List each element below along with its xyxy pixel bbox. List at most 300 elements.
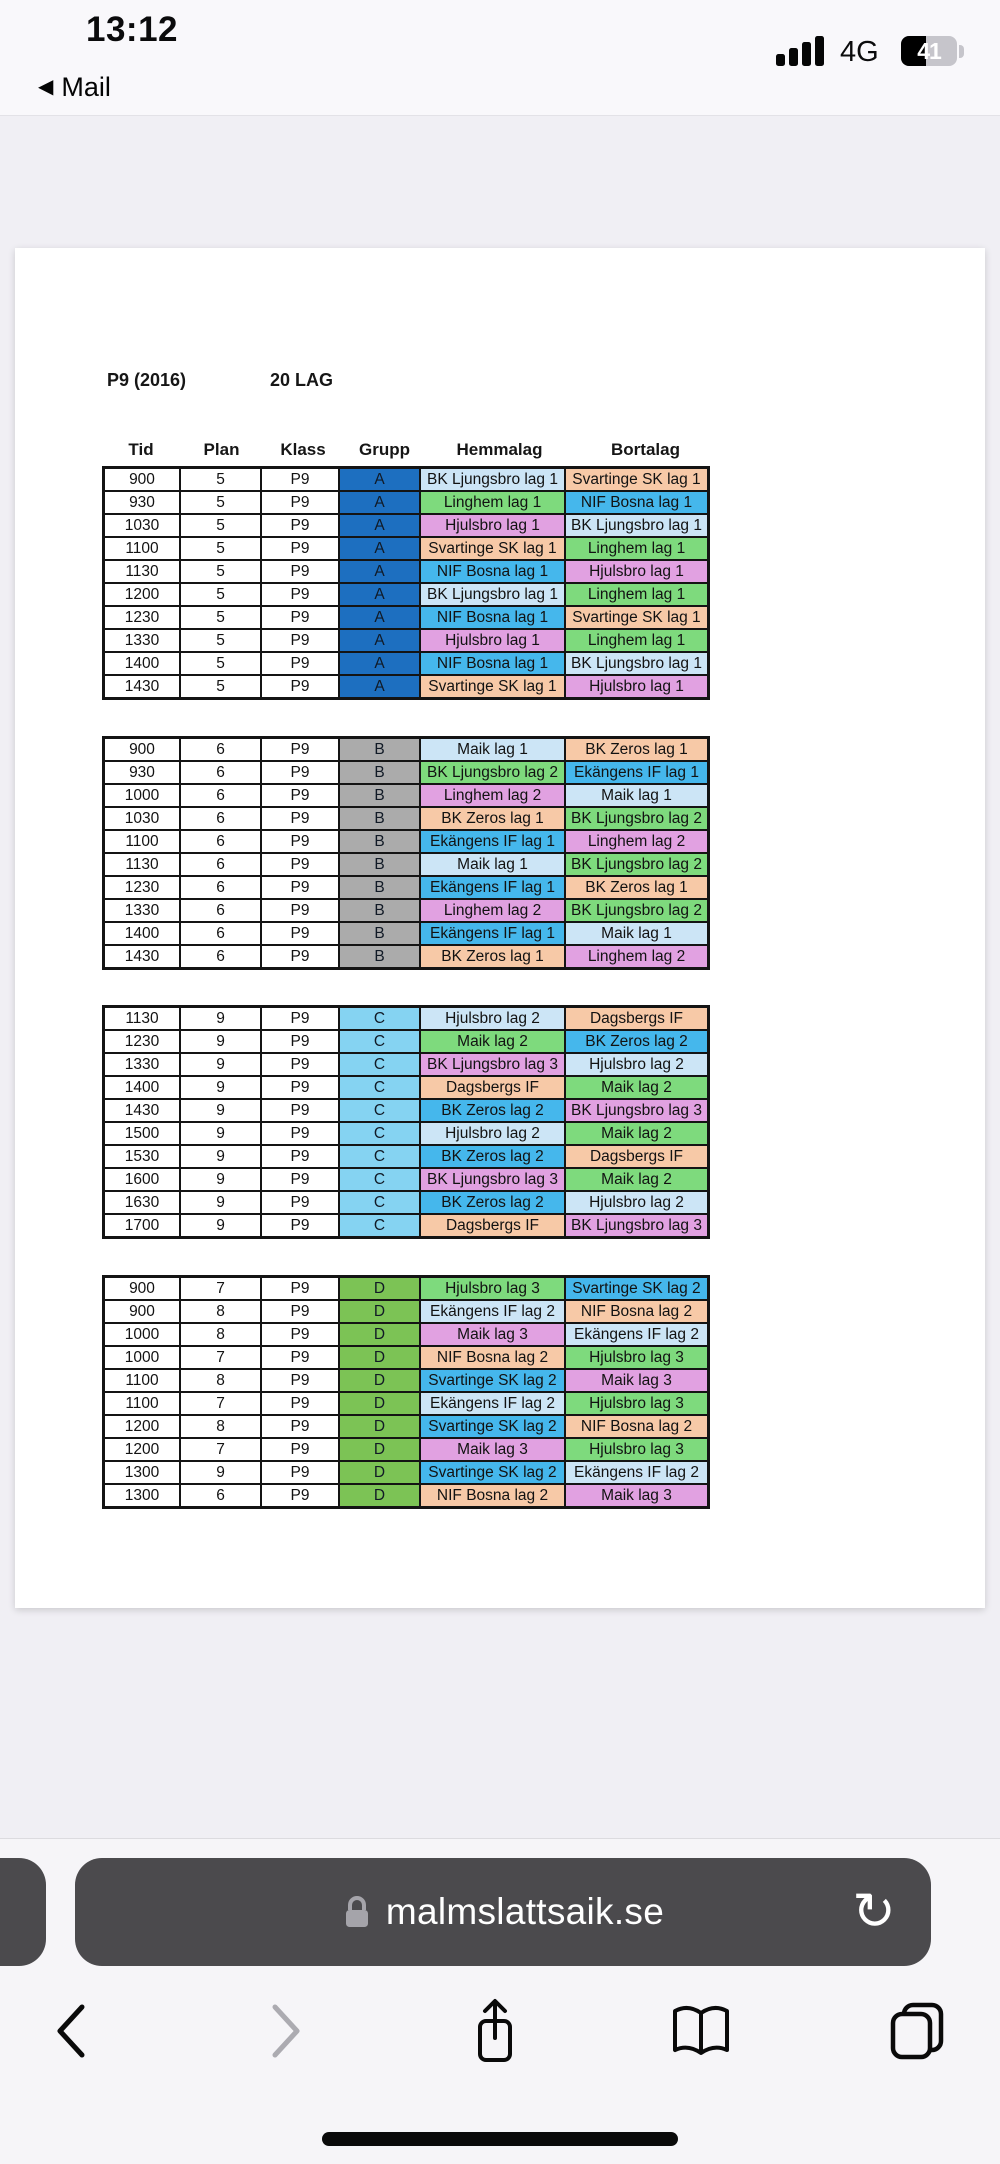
bookmarks-icon[interactable]	[670, 2004, 732, 2058]
plan-cell: 8	[180, 1369, 261, 1392]
tid-cell: 930	[104, 491, 181, 514]
grupp-cell: A	[339, 468, 420, 492]
klass-cell: P9	[261, 1369, 339, 1392]
back-to-mail-label: Mail	[61, 72, 111, 102]
plan-cell: 6	[180, 761, 261, 784]
table-row	[104, 1076, 709, 1099]
bortalag-cell: NIF Bosna lag 2	[565, 1415, 709, 1438]
grupp-cell: D	[339, 1277, 420, 1301]
klass-cell: P9	[261, 1191, 339, 1214]
plan-cell: 5	[180, 468, 261, 492]
battery-percent-label: 41	[917, 37, 941, 64]
table-row	[104, 1415, 709, 1438]
tid-cell: 1430	[104, 1099, 181, 1122]
plan-cell: 5	[180, 560, 261, 583]
bortalag-cell: Maik lag 1	[565, 784, 709, 807]
table-row	[104, 1346, 709, 1369]
klass-cell: P9	[261, 1461, 339, 1484]
tid-cell: 900	[104, 738, 181, 762]
plan-cell: 5	[180, 652, 261, 675]
tid-cell: 1130	[104, 560, 181, 583]
grupp-cell: A	[339, 514, 420, 537]
klass-cell: P9	[261, 1007, 339, 1031]
klass-cell: P9	[261, 807, 339, 830]
grupp-cell: B	[339, 853, 420, 876]
grupp-cell: C	[339, 1214, 420, 1238]
hemmalag-cell: Ekängens IF lag 1	[420, 830, 565, 853]
plan-cell: 6	[180, 853, 261, 876]
table-row	[104, 784, 709, 807]
table-row	[104, 652, 709, 675]
klass-cell: P9	[261, 1214, 339, 1238]
hemmalag-cell: BK Zeros lag 2	[420, 1099, 565, 1122]
tid-cell: 1200	[104, 1415, 181, 1438]
table-row	[104, 606, 709, 629]
grupp-cell: A	[339, 652, 420, 675]
tid-cell: 1130	[104, 1007, 181, 1031]
table-row	[104, 1392, 709, 1415]
plan-cell: 9	[180, 1122, 261, 1145]
grupp-cell: C	[339, 1145, 420, 1168]
bortalag-cell: BK Zeros lag 1	[565, 876, 709, 899]
bortalag-cell: NIF Bosna lag 2	[565, 1300, 709, 1323]
bortalag-cell: Ekängens IF lag 2	[565, 1461, 709, 1484]
grupp-cell: D	[339, 1323, 420, 1346]
klass-cell: P9	[261, 945, 339, 969]
plan-cell: 8	[180, 1323, 261, 1346]
klass-cell: P9	[261, 1122, 339, 1145]
klass-cell: P9	[261, 784, 339, 807]
bortalag-cell: Maik lag 1	[565, 922, 709, 945]
group-d-table-container	[102, 1275, 710, 1509]
bortalag-cell: Hjulsbro lag 3	[565, 1438, 709, 1461]
column-header-klass: Klass	[280, 440, 326, 459]
team-count-label: 20 LAG	[270, 370, 334, 390]
klass-cell: P9	[261, 1300, 339, 1323]
hemmalag-cell: Svartinge SK lag 2	[420, 1415, 565, 1438]
bortalag-cell: Linghem lag 1	[565, 629, 709, 652]
klass-cell: P9	[261, 606, 339, 629]
forward-icon[interactable]	[263, 2002, 309, 2060]
hemmalag-cell: NIF Bosna lag 1	[420, 652, 565, 675]
grupp-cell: D	[339, 1484, 420, 1508]
hemmalag-cell: Dagsbergs IF	[420, 1214, 565, 1238]
bortalag-cell: Hjulsbro lag 2	[565, 1053, 709, 1076]
plan-cell: 9	[180, 1214, 261, 1238]
grupp-cell: A	[339, 560, 420, 583]
plan-cell: 6	[180, 899, 261, 922]
tid-cell: 1230	[104, 876, 181, 899]
bortalag-cell: BK Ljungsbro lag 2	[565, 807, 709, 830]
hemmalag-cell: BK Ljungsbro lag 1	[420, 468, 565, 492]
tid-cell: 1330	[104, 1053, 181, 1076]
plan-cell: 7	[180, 1392, 261, 1415]
table-row	[104, 468, 709, 492]
table-row	[104, 1277, 709, 1301]
klass-cell: P9	[261, 1415, 339, 1438]
column-headers	[102, 440, 724, 460]
hemmalag-cell: Hjulsbro lag 1	[420, 514, 565, 537]
klass-cell: P9	[261, 1392, 339, 1415]
plan-cell: 5	[180, 514, 261, 537]
klass-cell: P9	[261, 537, 339, 560]
klass-cell: P9	[261, 1438, 339, 1461]
grupp-cell: D	[339, 1369, 420, 1392]
tid-cell: 1600	[104, 1168, 181, 1191]
klass-cell: P9	[261, 468, 339, 492]
plan-cell: 7	[180, 1346, 261, 1369]
klass-cell: P9	[261, 1053, 339, 1076]
battery-icon	[901, 36, 957, 66]
table-row	[104, 1438, 709, 1461]
plan-cell: 9	[180, 1145, 261, 1168]
grupp-cell: A	[339, 491, 420, 514]
hemmalag-cell: Svartinge SK lag 1	[420, 675, 565, 699]
klass-cell: P9	[261, 560, 339, 583]
tid-cell: 1430	[104, 945, 181, 969]
table-row	[104, 629, 709, 652]
table-row	[104, 853, 709, 876]
klass-cell: P9	[261, 899, 339, 922]
klass-cell: P9	[261, 1277, 339, 1301]
column-header-grupp: Grupp	[359, 440, 410, 459]
hemmalag-cell: Maik lag 2	[420, 1030, 565, 1053]
bortalag-cell: BK Ljungsbro lag 2	[565, 899, 709, 922]
klass-cell: P9	[261, 1030, 339, 1053]
bortalag-cell: Svartinge SK lag 1	[565, 468, 709, 492]
tid-cell: 900	[104, 1277, 181, 1301]
bortalag-cell: Linghem lag 2	[565, 945, 709, 969]
bortalag-cell: BK Ljungsbro lag 3	[565, 1214, 709, 1238]
status-bar	[0, 0, 1000, 116]
plan-cell: 9	[180, 1030, 261, 1053]
hemmalag-cell: Ekängens IF lag 2	[420, 1392, 565, 1415]
table-row	[104, 1145, 709, 1168]
table-row	[104, 675, 709, 699]
tid-cell: 1000	[104, 784, 181, 807]
tid-cell: 1630	[104, 1191, 181, 1214]
hemmalag-cell: BK Ljungsbro lag 3	[420, 1053, 565, 1076]
grupp-cell: B	[339, 784, 420, 807]
klass-cell: P9	[261, 675, 339, 699]
hemmalag-cell: Dagsbergs IF	[420, 1076, 565, 1099]
tid-cell: 1330	[104, 899, 181, 922]
tid-cell: 1300	[104, 1484, 181, 1508]
bortalag-cell: Svartinge SK lag 2	[565, 1277, 709, 1301]
bortalag-cell: Maik lag 3	[565, 1484, 709, 1508]
hemmalag-cell: BK Ljungsbro lag 3	[420, 1168, 565, 1191]
grupp-cell: C	[339, 1168, 420, 1191]
table-row	[104, 1168, 709, 1191]
grupp-cell: B	[339, 899, 420, 922]
klass-cell: P9	[261, 629, 339, 652]
tid-cell: 900	[104, 1300, 181, 1323]
hemmalag-cell: Linghem lag 2	[420, 899, 565, 922]
plan-cell: 9	[180, 1007, 261, 1031]
table-row	[104, 491, 709, 514]
group-b-table-container	[102, 736, 710, 970]
grupp-cell: B	[339, 807, 420, 830]
document-page	[15, 248, 985, 1608]
bortalag-cell: Linghem lag 1	[565, 583, 709, 606]
table-row	[104, 1323, 709, 1346]
bortalag-cell: BK Ljungsbro lag 2	[565, 853, 709, 876]
tid-cell: 1100	[104, 537, 181, 560]
tid-cell: 1200	[104, 1438, 181, 1461]
address-bar[interactable]	[75, 1858, 931, 1966]
plan-cell: 6	[180, 738, 261, 762]
share-icon[interactable]	[466, 1996, 524, 2066]
plan-cell: 6	[180, 807, 261, 830]
bortalag-cell: Ekängens IF lag 1	[565, 761, 709, 784]
bortalag-cell: BK Ljungsbro lag 1	[565, 514, 709, 537]
tid-cell: 930	[104, 761, 181, 784]
plan-cell: 7	[180, 1277, 261, 1301]
plan-cell: 6	[180, 922, 261, 945]
grupp-cell: B	[339, 761, 420, 784]
klass-cell: P9	[261, 1346, 339, 1369]
grupp-cell: D	[339, 1438, 420, 1461]
klass-cell: P9	[261, 853, 339, 876]
table-row	[104, 514, 709, 537]
grupp-cell: B	[339, 922, 420, 945]
hemmalag-cell: Ekängens IF lag 2	[420, 1300, 565, 1323]
tid-cell: 1000	[104, 1346, 181, 1369]
klass-cell: P9	[261, 1323, 339, 1346]
tid-cell: 1230	[104, 606, 181, 629]
table-row	[104, 1053, 709, 1076]
grupp-cell: D	[339, 1300, 420, 1323]
tid-cell: 1400	[104, 922, 181, 945]
grupp-cell: B	[339, 738, 420, 762]
schedule-table-group-d	[102, 1275, 710, 1509]
plan-cell: 5	[180, 675, 261, 699]
hemmalag-cell: BK Zeros lag 1	[420, 945, 565, 969]
klass-cell: P9	[261, 830, 339, 853]
tid-cell: 1130	[104, 853, 181, 876]
web-viewport	[0, 116, 1000, 1838]
table-row	[104, 1484, 709, 1508]
hemmalag-cell: Svartinge SK lag 1	[420, 537, 565, 560]
tid-cell: 1700	[104, 1214, 181, 1238]
table-row	[104, 830, 709, 853]
tid-cell: 1400	[104, 652, 181, 675]
klass-cell: P9	[261, 738, 339, 762]
plan-cell: 9	[180, 1461, 261, 1484]
grupp-cell: A	[339, 583, 420, 606]
klass-cell: P9	[261, 876, 339, 899]
bortalag-cell: Maik lag 2	[565, 1168, 709, 1191]
plan-cell: 8	[180, 1300, 261, 1323]
bortalag-cell: Hjulsbro lag 1	[565, 675, 709, 699]
plan-cell: 5	[180, 629, 261, 652]
bortalag-cell: Hjulsbro lag 3	[565, 1346, 709, 1369]
table-row	[104, 1122, 709, 1145]
tid-cell: 1530	[104, 1145, 181, 1168]
grupp-cell: A	[339, 537, 420, 560]
tid-cell: 1330	[104, 629, 181, 652]
tid-cell: 1500	[104, 1122, 181, 1145]
table-row	[104, 1099, 709, 1122]
grupp-cell: D	[339, 1415, 420, 1438]
hemmalag-cell: Hjulsbro lag 2	[420, 1122, 565, 1145]
tid-cell: 1100	[104, 1369, 181, 1392]
tid-cell: 1000	[104, 1323, 181, 1346]
grupp-cell: D	[339, 1461, 420, 1484]
grupp-cell: D	[339, 1346, 420, 1369]
reload-icon[interactable]: ↻	[852, 1883, 896, 1941]
grupp-cell: B	[339, 945, 420, 969]
hemmalag-cell: Linghem lag 1	[420, 491, 565, 514]
grupp-cell: D	[339, 1392, 420, 1415]
plan-cell: 7	[180, 1438, 261, 1461]
klass-cell: P9	[261, 583, 339, 606]
plan-cell: 6	[180, 830, 261, 853]
tid-cell: 1030	[104, 514, 181, 537]
hemmalag-cell: Hjulsbro lag 3	[420, 1277, 565, 1301]
clock: 13:12	[86, 10, 179, 49]
klass-cell: P9	[261, 1099, 339, 1122]
hemmalag-cell: Svartinge SK lag 2	[420, 1369, 565, 1392]
plan-cell: 9	[180, 1191, 261, 1214]
klass-cell: P9	[261, 514, 339, 537]
bortalag-cell: BK Zeros lag 2	[565, 1030, 709, 1053]
klass-cell: P9	[261, 761, 339, 784]
hemmalag-cell: Linghem lag 2	[420, 784, 565, 807]
hemmalag-cell: Svartinge SK lag 2	[420, 1461, 565, 1484]
bortalag-cell: Linghem lag 1	[565, 537, 709, 560]
table-row	[104, 945, 709, 969]
hemmalag-cell: Ekängens IF lag 1	[420, 876, 565, 899]
back-to-mail-link[interactable]	[38, 72, 111, 103]
plan-cell: 5	[180, 537, 261, 560]
table-row	[104, 1030, 709, 1053]
klass-cell: P9	[261, 922, 339, 945]
group-a-table-container	[102, 466, 710, 700]
previous-tab-peek[interactable]	[0, 1858, 46, 1966]
grupp-cell: C	[339, 1076, 420, 1099]
plan-cell: 6	[180, 1484, 261, 1508]
bortalag-cell: Hjulsbro lag 2	[565, 1191, 709, 1214]
bortalag-cell: NIF Bosna lag 1	[565, 491, 709, 514]
plan-cell: 9	[180, 1053, 261, 1076]
plan-cell: 9	[180, 1168, 261, 1191]
grupp-cell: C	[339, 1122, 420, 1145]
grupp-cell: C	[339, 1191, 420, 1214]
plan-cell: 6	[180, 876, 261, 899]
grupp-cell: C	[339, 1099, 420, 1122]
grupp-cell: A	[339, 675, 420, 699]
hemmalag-cell: Ekängens IF lag 1	[420, 922, 565, 945]
bortalag-cell: Dagsbergs IF	[565, 1007, 709, 1031]
hemmalag-cell: Maik lag 3	[420, 1438, 565, 1461]
hemmalag-cell: NIF Bosna lag 1	[420, 560, 565, 583]
grupp-cell: C	[339, 1030, 420, 1053]
table-row	[104, 899, 709, 922]
back-triangle-icon: ◀	[38, 76, 54, 98]
hemmalag-cell: BK Zeros lag 1	[420, 807, 565, 830]
page-title: P9 (2016)	[107, 370, 187, 390]
klass-cell: P9	[261, 652, 339, 675]
url-text: malmslattsaik.se	[385, 1891, 665, 1932]
bortalag-cell: Hjulsbro lag 1	[565, 560, 709, 583]
tid-cell: 900	[104, 468, 181, 492]
grupp-cell: C	[339, 1053, 420, 1076]
grupp-cell: B	[339, 830, 420, 853]
group-c-table-container	[102, 1005, 710, 1239]
bortalag-cell: Dagsbergs IF	[565, 1145, 709, 1168]
klass-cell: P9	[261, 1076, 339, 1099]
tid-cell: 1400	[104, 1076, 181, 1099]
klass-cell: P9	[261, 1168, 339, 1191]
column-header-plan: Plan	[203, 440, 240, 459]
table-row	[104, 738, 709, 762]
tabs-icon[interactable]	[888, 2000, 946, 2060]
klass-cell: P9	[261, 1484, 339, 1508]
plan-cell: 9	[180, 1076, 261, 1099]
hemmalag-cell: Hjulsbro lag 2	[420, 1007, 565, 1031]
hemmalag-cell: NIF Bosna lag 1	[420, 606, 565, 629]
table-row	[104, 1214, 709, 1238]
home-indicator[interactable]	[322, 2132, 678, 2146]
tid-cell: 1100	[104, 830, 181, 853]
table-row	[104, 1369, 709, 1392]
table-row	[104, 761, 709, 784]
tid-cell: 1430	[104, 675, 181, 699]
hemmalag-cell: NIF Bosna lag 2	[420, 1346, 565, 1369]
table-row	[104, 1191, 709, 1214]
bortalag-cell: BK Ljungsbro lag 1	[565, 652, 709, 675]
plan-cell: 5	[180, 583, 261, 606]
bortalag-cell: BK Zeros lag 1	[565, 738, 709, 762]
hemmalag-cell: Maik lag 1	[420, 853, 565, 876]
table-row	[104, 1300, 709, 1323]
hemmalag-cell: NIF Bosna lag 2	[420, 1484, 565, 1508]
schedule-table-group-a	[102, 466, 710, 700]
tid-cell: 1230	[104, 1030, 181, 1053]
plan-cell: 6	[180, 945, 261, 969]
schedule-table-group-c	[102, 1005, 710, 1239]
klass-cell: P9	[261, 1145, 339, 1168]
bortalag-cell: Ekängens IF lag 2	[565, 1323, 709, 1346]
bortalag-cell: Hjulsbro lag 3	[565, 1392, 709, 1415]
hemmalag-cell: BK Zeros lag 2	[420, 1145, 565, 1168]
klass-cell: P9	[261, 491, 339, 514]
lock-icon	[342, 1894, 372, 1930]
bortalag-cell: Maik lag 2	[565, 1076, 709, 1099]
battery-cap	[959, 45, 964, 58]
table-row	[104, 922, 709, 945]
hemmalag-cell: BK Zeros lag 2	[420, 1191, 565, 1214]
table-row	[104, 583, 709, 606]
column-header-tid: Tid	[128, 440, 154, 459]
tid-cell: 1300	[104, 1461, 181, 1484]
signal-strength-icon	[776, 36, 828, 66]
network-type-label: 4G	[840, 36, 879, 68]
column-header-bortalag: Bortalag	[611, 440, 680, 459]
bortalag-cell: Svartinge SK lag 1	[565, 606, 709, 629]
bortalag-cell: Maik lag 3	[565, 1369, 709, 1392]
grupp-cell: C	[339, 1007, 420, 1031]
hemmalag-cell: BK Ljungsbro lag 1	[420, 583, 565, 606]
bortalag-cell: Linghem lag 2	[565, 830, 709, 853]
table-row	[104, 1461, 709, 1484]
back-icon[interactable]	[48, 2002, 94, 2060]
plan-cell: 5	[180, 606, 261, 629]
table-row	[104, 537, 709, 560]
table-row	[104, 1007, 709, 1031]
table-row	[104, 560, 709, 583]
